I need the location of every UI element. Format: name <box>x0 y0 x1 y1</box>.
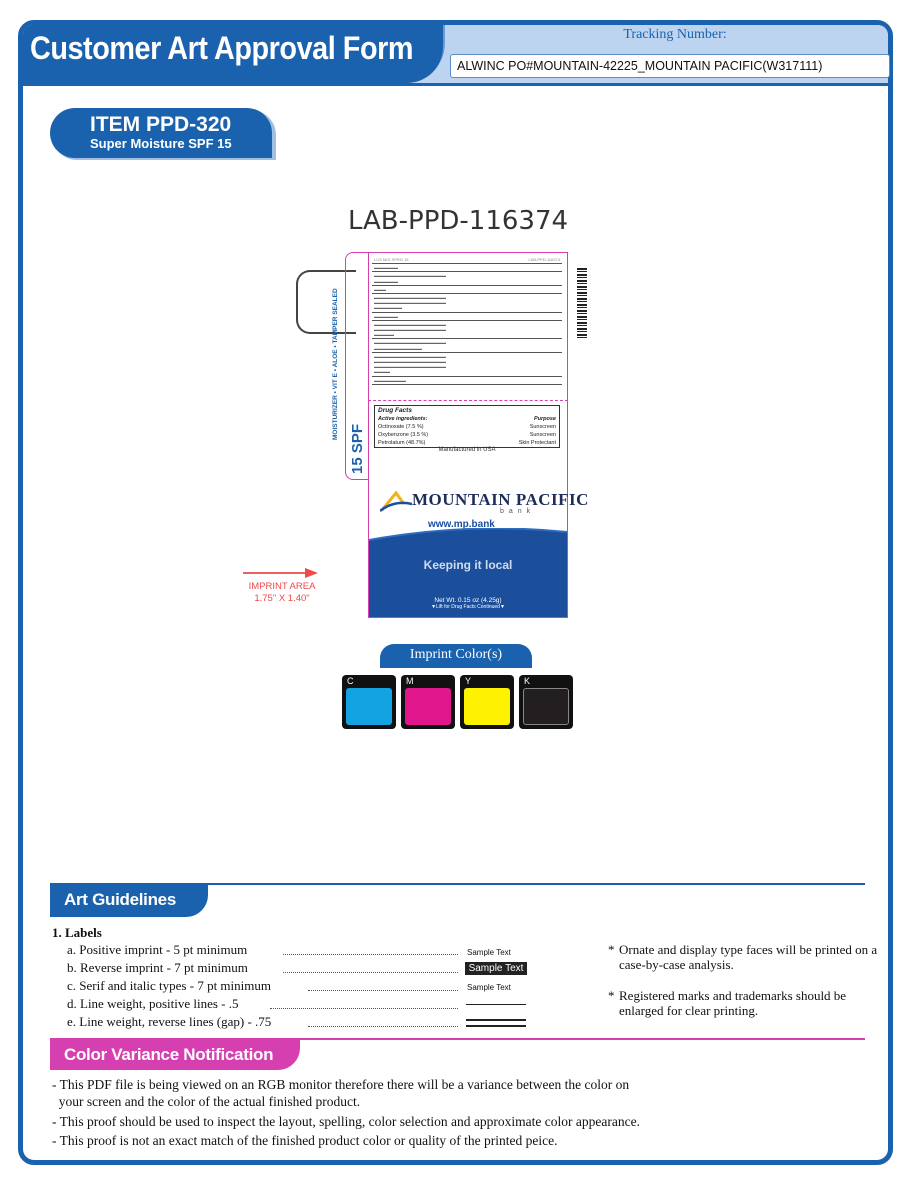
drug-facts-box <box>374 405 560 448</box>
imprint-area-title: IMPRINT AREA <box>248 581 316 592</box>
fine-print-row: ▬▬▬▬▬▬▬▬▬▬▬▬▬▬▬▬▬▬ ▬▬▬▬▬▬ <box>372 272 562 285</box>
fine-print-row: ▬▬▬ <box>372 286 562 294</box>
art-guidelines-title: Art Guidelines <box>64 890 176 909</box>
color-variance-line: - This proof should be used to inspect the layout, spelling, color selection and approximate color appearance. <box>52 1114 640 1129</box>
drug-ingredient: Octinoxate (7.5 %) <box>378 424 424 430</box>
header-divider <box>23 83 888 86</box>
drug-row <box>378 439 556 447</box>
tracking-number-label: Tracking Number: <box>623 27 727 42</box>
label-head-left: LCS MOI SPRG 15 <box>374 257 409 262</box>
fine-print-row: ▬▬▬▬▬▬▬▬▬▬▬▬▬▬▬▬▬▬ ▬▬▬▬▬▬▬▬▬▬▬▬▬▬▬▬▬▬ ▬▬▬▬▬ <box>372 321 562 340</box>
imprint-area-label <box>232 581 332 605</box>
sample-serif: Sample Text <box>467 983 511 992</box>
swatch-letter: Y <box>465 676 472 686</box>
color-variance-title: Color Variance Notification <box>64 1045 274 1064</box>
item-code: ITEM PPD-320 <box>90 113 232 136</box>
sample-reverse-line <box>466 1019 526 1027</box>
leader-dots <box>283 972 458 973</box>
labels-heading: 1. Labels <box>52 925 102 940</box>
leader-dots <box>308 990 458 991</box>
label-head-right: LAB-PPD-116374 <box>528 257 560 262</box>
label-perforation <box>368 400 568 401</box>
swatch-cyan <box>342 675 396 729</box>
guideline-item: b. Reverse imprint - 7 pt minimum <box>67 960 248 975</box>
sample-reverse: Sample Text <box>465 962 527 975</box>
drug-purpose: Sunscreen <box>529 432 556 438</box>
swatch-letter: K <box>524 676 531 686</box>
guideline-note-text: Ornate and display type faces will be printed on a case-by-case analysis. <box>619 942 878 972</box>
net-weight-text: Net Wt. 0.15 oz (4.25g) <box>434 597 502 604</box>
swatch-letter: M <box>406 676 414 686</box>
drug-row <box>378 423 556 431</box>
brand-url: www.mp.bank <box>428 519 495 530</box>
made-in-text: Manufactured in USA <box>438 447 496 453</box>
label-fine-print <box>372 256 562 396</box>
swatch-fill <box>464 688 510 725</box>
sample-positive: Sample Text <box>467 948 511 957</box>
drug-ingredient: Oxybenzone (3.5 %) <box>378 432 429 438</box>
guideline-note: * Ornate and display type faces will be printed on a case-by-case analysis. <box>608 942 878 972</box>
guideline-item: e. Line weight, reverse lines (gap) - .75 <box>67 1014 272 1029</box>
swatch-fill <box>405 688 451 725</box>
swatch-fill <box>346 688 392 725</box>
guideline-item: c. Serif and italic types - 7 pt minimum <box>67 978 271 993</box>
imprint-arrow-icon <box>243 566 318 580</box>
drug-row <box>378 431 556 439</box>
swatch-fill <box>523 688 569 725</box>
drug-purpose: Skin Protectant <box>518 440 556 446</box>
swatch-yellow <box>460 675 514 729</box>
tracking-number-field[interactable]: ALWINC PO#MOUNTAIN-42225_MOUNTAIN PACIFIC(W317111) <box>450 54 890 78</box>
swatch-black <box>519 675 573 729</box>
barcode <box>577 268 587 338</box>
fine-print-row: ▬▬▬▬▬▬▬▬ <box>372 377 562 385</box>
sample-positive-line <box>466 1004 526 1005</box>
swatch-letter: C <box>347 676 354 686</box>
leader-dots <box>308 1026 458 1027</box>
guideline-note-text: Registered marks and trademarks should be enlarged for clear printing. <box>619 988 847 1018</box>
tagline: Keeping it local <box>423 558 513 572</box>
net-weight <box>369 597 567 611</box>
drug-facts-title: Drug Facts <box>378 407 412 414</box>
color-variance-line: your screen and the color of the actual finished product. <box>52 1094 361 1109</box>
imprint-colors-label: Imprint Color(s) <box>409 647 503 662</box>
fine-print-row: ▬▬▬▬▬▬ <box>372 313 562 321</box>
fine-print-row: ▬▬▬▬▬▬▬▬▬▬▬▬▬▬▬▬▬▬ ▬▬▬▬▬▬▬▬▬▬▬▬▬▬▬▬▬▬ ▬▬▬▬▬▬▬ <box>372 294 562 313</box>
active-ingredients-label: Active ingredients: <box>378 416 428 422</box>
lift-text: ▼Lift for Drug Facts Continued▼ <box>431 604 505 610</box>
fine-print-row: ▬▬▬▬▬▬▬▬▬▬▬▬▬▬▬▬▬▬ ▬▬▬▬▬▬▬▬▬▬▬▬▬▬▬▬▬▬ ▬▬▬▬▬▬▬▬▬▬▬▬▬▬▬▬▬▬ ▬▬▬▬ <box>372 353 562 377</box>
leader-dots <box>270 1008 458 1009</box>
color-variance-line: - This proof is not an exact match of the finished product color or quality of the printed peice. <box>52 1133 558 1148</box>
lab-code: LAB-PPD-116374 <box>347 206 569 236</box>
fine-print-row: ▬▬▬▬▬▬▬▬▬▬▬▬▬▬▬▬▬▬ ▬▬▬▬▬▬▬▬▬▬▬▬ <box>372 339 562 352</box>
guideline-item: d. Line weight, positive lines - .5 <box>67 996 239 1011</box>
color-variance-line: - This PDF file is being viewed on an RGB monitor therefore there will be a variance between the color on <box>52 1077 630 1092</box>
spf-text: 15 SPF <box>349 423 366 474</box>
brand-sub: bank <box>500 508 536 515</box>
fine-print-row: ▬▬▬▬▬▬ <box>372 264 562 272</box>
purpose-label: Purpose <box>533 416 556 422</box>
side-strip-text: MOISTURIZER • VIT E • ALOE • TAMPER SEALED <box>332 288 339 440</box>
item-name: Super Moisture SPF 15 <box>90 136 232 151</box>
brand-name: MOUNTAIN PACIFIC <box>412 490 589 509</box>
drug-ingredient: Petrolatum (48.7%) <box>378 440 426 446</box>
form-title: Customer Art Approval Form <box>30 30 414 66</box>
swatch-magenta <box>401 675 455 729</box>
imprint-area-dims: 1.75" X 1.40" <box>254 593 310 604</box>
leader-dots <box>283 954 458 955</box>
mountain-logo-icon <box>380 490 412 512</box>
guideline-item: a. Positive imprint - 5 pt minimum <box>67 942 248 957</box>
guideline-note: * Registered marks and trademarks should be enlarged for clear printing. <box>608 988 879 1018</box>
drug-purpose: Sunscreen <box>529 424 556 430</box>
